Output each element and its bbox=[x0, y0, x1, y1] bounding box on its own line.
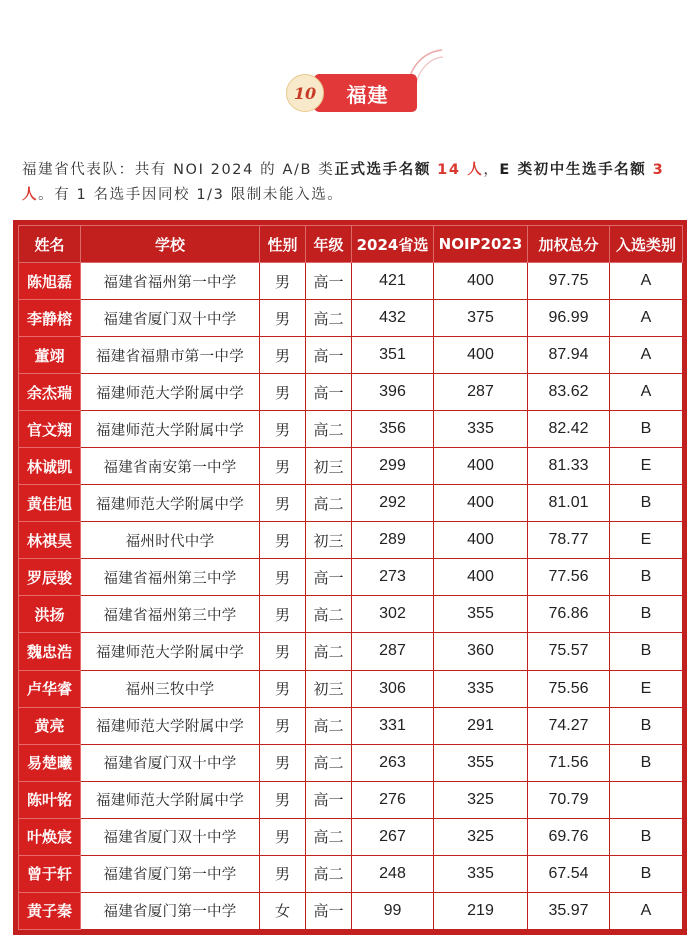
cell-school: 福建省厦门第一中学 bbox=[81, 855, 260, 892]
cell-gender: 男 bbox=[260, 781, 306, 818]
intro-count-formal: 14 人 bbox=[437, 162, 484, 178]
cell-name: 洪扬 bbox=[19, 596, 81, 633]
col-header-provincial: 2024省选 bbox=[352, 226, 434, 263]
cell-category: B bbox=[610, 744, 683, 781]
cell-category: A bbox=[610, 300, 683, 337]
cell-gender: 男 bbox=[260, 337, 306, 374]
intro-count-junior: 3 人 bbox=[22, 162, 665, 203]
col-header-school: 学校 bbox=[81, 226, 260, 263]
table-row bbox=[19, 892, 683, 929]
cell-noip-score: 400 bbox=[434, 485, 528, 522]
cell-noip-score: 355 bbox=[434, 596, 528, 633]
cell-gender: 男 bbox=[260, 559, 306, 596]
cell-weighted-total: 71.56 bbox=[528, 744, 610, 781]
cell-name: 李静榕 bbox=[19, 300, 81, 337]
cell-noip-score: 400 bbox=[434, 448, 528, 485]
cell-school: 福建师范大学附属中学 bbox=[81, 374, 260, 411]
cell-provincial-score: 396 bbox=[352, 374, 434, 411]
cell-provincial-score: 289 bbox=[352, 522, 434, 559]
cell-school: 福建省福州第三中学 bbox=[81, 596, 260, 633]
cell-provincial-score: 248 bbox=[352, 855, 434, 892]
cell-name: 林祺昊 bbox=[19, 522, 81, 559]
cell-gender: 男 bbox=[260, 744, 306, 781]
cell-gender: 男 bbox=[260, 818, 306, 855]
cell-category: B bbox=[610, 633, 683, 670]
cell-noip-score: 325 bbox=[434, 818, 528, 855]
cell-name: 叶焕宸 bbox=[19, 818, 81, 855]
cell-category: E bbox=[610, 522, 683, 559]
cell-school: 福建省厦门双十中学 bbox=[81, 818, 260, 855]
table-body bbox=[19, 263, 683, 930]
cell-provincial-score: 99 bbox=[352, 892, 434, 929]
cell-weighted-total: 81.33 bbox=[528, 448, 610, 485]
cell-noip-score: 360 bbox=[434, 633, 528, 670]
col-header-category: 入选类别 bbox=[610, 226, 683, 263]
cell-school: 福建师范大学附属中学 bbox=[81, 707, 260, 744]
cell-grade: 高二 bbox=[306, 855, 352, 892]
cell-noip-score: 400 bbox=[434, 559, 528, 596]
cell-weighted-total: 69.76 bbox=[528, 818, 610, 855]
cell-grade: 高二 bbox=[306, 633, 352, 670]
cell-noip-score: 335 bbox=[434, 670, 528, 707]
cell-weighted-total: 96.99 bbox=[528, 300, 610, 337]
cell-grade: 高一 bbox=[306, 559, 352, 596]
cell-grade: 高一 bbox=[306, 374, 352, 411]
cell-school: 福建省福鼎市第一中学 bbox=[81, 337, 260, 374]
intro-bold-2: E 类初中生选手名额 bbox=[499, 162, 647, 178]
cell-weighted-total: 78.77 bbox=[528, 522, 610, 559]
results-table bbox=[18, 225, 683, 930]
table-row bbox=[19, 633, 683, 670]
cell-provincial-score: 292 bbox=[352, 485, 434, 522]
cell-noip-score: 291 bbox=[434, 707, 528, 744]
cell-provincial-score: 421 bbox=[352, 263, 434, 300]
cell-gender: 男 bbox=[260, 411, 306, 448]
cell-category: E bbox=[610, 448, 683, 485]
cell-school: 福建省厦门第一中学 bbox=[81, 892, 260, 929]
cell-provincial-score: 267 bbox=[352, 818, 434, 855]
cell-school: 福建师范大学附属中学 bbox=[81, 485, 260, 522]
cell-category: A bbox=[610, 263, 683, 300]
cell-name: 黄亮 bbox=[19, 707, 81, 744]
cell-weighted-total: 70.79 bbox=[528, 781, 610, 818]
cell-category bbox=[610, 781, 683, 818]
table-row bbox=[19, 374, 683, 411]
cell-noip-score: 375 bbox=[434, 300, 528, 337]
cell-provincial-score: 273 bbox=[352, 559, 434, 596]
cell-provincial-score: 302 bbox=[352, 596, 434, 633]
cell-school: 福建师范大学附属中学 bbox=[81, 411, 260, 448]
cell-gender: 男 bbox=[260, 596, 306, 633]
cell-category: B bbox=[610, 411, 683, 448]
cell-name: 陈旭磊 bbox=[19, 263, 81, 300]
cell-weighted-total: 67.54 bbox=[528, 855, 610, 892]
cell-grade: 高一 bbox=[306, 892, 352, 929]
cell-weighted-total: 82.42 bbox=[528, 411, 610, 448]
cell-provincial-score: 351 bbox=[352, 337, 434, 374]
cell-gender: 男 bbox=[260, 855, 306, 892]
col-header-grade: 年级 bbox=[306, 226, 352, 263]
cell-gender: 女 bbox=[260, 892, 306, 929]
cell-name: 卢华睿 bbox=[19, 670, 81, 707]
table-row bbox=[19, 411, 683, 448]
cell-gender: 男 bbox=[260, 485, 306, 522]
table-row bbox=[19, 485, 683, 522]
cell-noip-score: 400 bbox=[434, 522, 528, 559]
cell-name: 余杰瑞 bbox=[19, 374, 81, 411]
table-row bbox=[19, 263, 683, 300]
cell-provincial-score: 356 bbox=[352, 411, 434, 448]
cell-noip-score: 219 bbox=[434, 892, 528, 929]
table-row bbox=[19, 744, 683, 781]
cell-weighted-total: 75.57 bbox=[528, 633, 610, 670]
cell-grade: 高一 bbox=[306, 337, 352, 374]
table-row bbox=[19, 522, 683, 559]
cell-provincial-score: 432 bbox=[352, 300, 434, 337]
table-row bbox=[19, 300, 683, 337]
cell-gender: 男 bbox=[260, 374, 306, 411]
province-title: 福建 bbox=[314, 74, 417, 112]
cell-weighted-total: 83.62 bbox=[528, 374, 610, 411]
col-header-weighted: 加权总分 bbox=[528, 226, 610, 263]
cell-grade: 高二 bbox=[306, 411, 352, 448]
cell-weighted-total: 81.01 bbox=[528, 485, 610, 522]
cell-grade: 高二 bbox=[306, 300, 352, 337]
table-row bbox=[19, 448, 683, 485]
cell-name: 魏忠浩 bbox=[19, 633, 81, 670]
cell-gender: 男 bbox=[260, 448, 306, 485]
intro-bold-1: 正式选手名额 bbox=[334, 162, 431, 178]
cell-name: 黄佳旭 bbox=[19, 485, 81, 522]
intro-text-1: 福建省代表队：共有 NOI 2024 的 A/B 类 bbox=[22, 162, 335, 178]
cell-provincial-score: 276 bbox=[352, 781, 434, 818]
intro-paragraph bbox=[22, 158, 682, 208]
table-row bbox=[19, 707, 683, 744]
table-row bbox=[19, 781, 683, 818]
cell-provincial-score: 287 bbox=[352, 633, 434, 670]
cell-provincial-score: 331 bbox=[352, 707, 434, 744]
cell-category: B bbox=[610, 707, 683, 744]
cell-category: B bbox=[610, 818, 683, 855]
cell-category: A bbox=[610, 374, 683, 411]
cell-name: 黄子秦 bbox=[19, 892, 81, 929]
cell-gender: 男 bbox=[260, 670, 306, 707]
cell-provincial-score: 299 bbox=[352, 448, 434, 485]
cell-weighted-total: 97.75 bbox=[528, 263, 610, 300]
cell-noip-score: 335 bbox=[434, 411, 528, 448]
cell-weighted-total: 76.86 bbox=[528, 596, 610, 633]
cell-school: 福建省福州第三中学 bbox=[81, 559, 260, 596]
section-number: 10 bbox=[286, 74, 324, 112]
table-row bbox=[19, 818, 683, 855]
col-header-gender: 性别 bbox=[260, 226, 306, 263]
section-badge bbox=[286, 72, 421, 114]
cell-noip-score: 400 bbox=[434, 337, 528, 374]
results-table-frame bbox=[13, 220, 687, 935]
cell-gender: 男 bbox=[260, 633, 306, 670]
cell-noip-score: 355 bbox=[434, 744, 528, 781]
cell-school: 福州三牧中学 bbox=[81, 670, 260, 707]
cell-noip-score: 325 bbox=[434, 781, 528, 818]
cell-school: 福建省厦门双十中学 bbox=[81, 300, 260, 337]
table-header-row bbox=[19, 226, 683, 263]
cell-school: 福建师范大学附属中学 bbox=[81, 633, 260, 670]
cell-school: 福州时代中学 bbox=[81, 522, 260, 559]
cell-grade: 高二 bbox=[306, 485, 352, 522]
cell-grade: 高一 bbox=[306, 263, 352, 300]
cell-weighted-total: 75.56 bbox=[528, 670, 610, 707]
cell-grade: 高一 bbox=[306, 781, 352, 818]
cell-category: E bbox=[610, 670, 683, 707]
cell-weighted-total: 35.97 bbox=[528, 892, 610, 929]
cell-name: 董翊 bbox=[19, 337, 81, 374]
cell-school: 福建省福州第一中学 bbox=[81, 263, 260, 300]
cell-name: 曾于轩 bbox=[19, 855, 81, 892]
cell-school: 福建省厦门双十中学 bbox=[81, 744, 260, 781]
cell-provincial-score: 263 bbox=[352, 744, 434, 781]
cell-school: 福建师范大学附属中学 bbox=[81, 781, 260, 818]
cell-grade: 初三 bbox=[306, 522, 352, 559]
table-row bbox=[19, 596, 683, 633]
intro-text-3: 。有 1 名选手因同校 1/3 限制未能入选。 bbox=[38, 187, 344, 203]
table-row bbox=[19, 670, 683, 707]
col-header-noip: NOIP2023 bbox=[434, 226, 528, 263]
cell-grade: 高二 bbox=[306, 707, 352, 744]
cell-name: 官文翔 bbox=[19, 411, 81, 448]
cell-grade: 初三 bbox=[306, 670, 352, 707]
cell-category: B bbox=[610, 855, 683, 892]
cell-name: 易楚曦 bbox=[19, 744, 81, 781]
cell-weighted-total: 87.94 bbox=[528, 337, 610, 374]
cell-name: 林诚凯 bbox=[19, 448, 81, 485]
cell-school: 福建省南安第一中学 bbox=[81, 448, 260, 485]
table-row bbox=[19, 559, 683, 596]
cell-name: 罗辰骏 bbox=[19, 559, 81, 596]
cell-category: A bbox=[610, 337, 683, 374]
cell-grade: 高二 bbox=[306, 818, 352, 855]
intro-text-2: ， bbox=[483, 162, 500, 178]
cell-gender: 男 bbox=[260, 300, 306, 337]
table-row bbox=[19, 337, 683, 374]
cell-category: B bbox=[610, 559, 683, 596]
cell-gender: 男 bbox=[260, 707, 306, 744]
cell-category: B bbox=[610, 485, 683, 522]
cell-weighted-total: 74.27 bbox=[528, 707, 610, 744]
cell-grade: 高二 bbox=[306, 744, 352, 781]
cell-noip-score: 400 bbox=[434, 263, 528, 300]
cell-noip-score: 335 bbox=[434, 855, 528, 892]
table-row bbox=[19, 855, 683, 892]
cell-gender: 男 bbox=[260, 522, 306, 559]
cell-category: A bbox=[610, 892, 683, 929]
cell-grade: 初三 bbox=[306, 448, 352, 485]
cell-noip-score: 287 bbox=[434, 374, 528, 411]
cell-weighted-total: 77.56 bbox=[528, 559, 610, 596]
cell-gender: 男 bbox=[260, 263, 306, 300]
col-header-name: 姓名 bbox=[19, 226, 81, 263]
cell-name: 陈叶铭 bbox=[19, 781, 81, 818]
cell-provincial-score: 306 bbox=[352, 670, 434, 707]
cell-category: B bbox=[610, 596, 683, 633]
cell-grade: 高二 bbox=[306, 596, 352, 633]
